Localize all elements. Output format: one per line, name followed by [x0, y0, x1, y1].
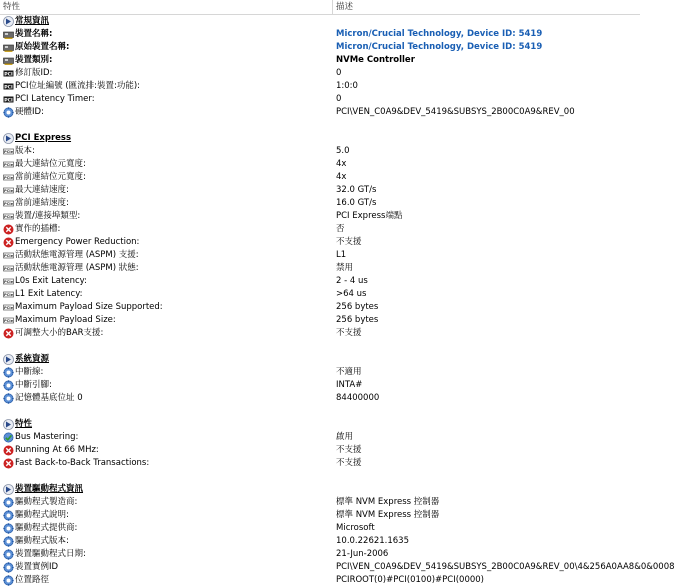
property-label: Emergency Power Reduction: [15, 237, 140, 247]
property-value: PCI\VEN_C0A9&DEV_5419&SUBSYS_2B00C0A9&REV_00 [336, 107, 575, 117]
column-header-value[interactable]: 描述 [332, 0, 641, 14]
pcie-icon [3, 159, 14, 170]
property-value: 標準 NVM Express 控制器 [336, 497, 440, 507]
property-label: 位置路徑 [15, 575, 50, 585]
property-row[interactable] [0, 392, 640, 405]
property-label: Bus Mastering: [15, 432, 79, 442]
card-icon [3, 42, 14, 53]
property-label: 活動狀態電源管理 (ASPM) 狀態: [15, 263, 139, 273]
property-row[interactable] [0, 106, 640, 119]
svg-text:PCIe: PCIe [3, 319, 14, 324]
pcie-icon [3, 172, 14, 183]
property-value: 啟用 [336, 432, 354, 442]
property-row[interactable] [0, 574, 640, 587]
property-label: Maximum Payload Size: [15, 315, 116, 325]
property-value: 0 [336, 94, 342, 104]
property-label: 版本: [15, 146, 35, 156]
property-label: 中斷線: [15, 367, 44, 377]
pcie-icon [3, 315, 14, 326]
property-label: PCI位址編號 (匯流排:裝置:功能): [15, 81, 140, 91]
property-value: 否 [336, 224, 345, 234]
svg-text:PCIe: PCIe [3, 267, 14, 272]
property-value: 不支援 [336, 237, 362, 247]
property-label: 裝置類別: [15, 55, 53, 65]
properties-list [0, 15, 675, 587]
section-title: 系統資源 [15, 354, 50, 364]
property-row[interactable] [0, 54, 640, 67]
property-label: 原始裝置名稱: [15, 42, 70, 52]
property-label: 裝置名稱: [15, 29, 53, 39]
property-label: 裝置/連接埠類型: [15, 211, 81, 221]
property-row[interactable] [0, 327, 640, 340]
section-title: PCI Express [15, 133, 72, 143]
property-row[interactable] [0, 210, 640, 223]
list-header [0, 0, 640, 15]
property-value: INTA# [336, 380, 363, 390]
property-row[interactable] [0, 275, 640, 288]
property-value: 5.0 [336, 146, 350, 156]
property-row[interactable] [0, 457, 640, 470]
svg-text:PCIe: PCIe [3, 150, 14, 155]
svg-text:PCIe: PCIe [3, 215, 14, 220]
svg-text:PCIe: PCIe [3, 163, 14, 168]
property-value: 不支援 [336, 445, 362, 455]
property-label: 驅動程式版本: [15, 536, 69, 546]
gear-icon [3, 497, 14, 508]
error-icon [3, 328, 14, 339]
card-icon [3, 29, 14, 40]
property-label: 最大連結速度: [15, 185, 69, 195]
pcie-icon [3, 146, 14, 157]
section-header[interactable] [0, 353, 640, 366]
property-value: L1 [336, 250, 347, 260]
svg-text:PCI: PCI [4, 85, 13, 91]
property-row[interactable] [0, 431, 640, 444]
gear-icon [3, 393, 14, 404]
property-row[interactable] [0, 444, 640, 457]
gear-icon [3, 107, 14, 118]
property-value: Micron/Crucial Technology, Device ID: 5419 [336, 29, 543, 39]
svg-text:PCIe: PCIe [3, 176, 14, 181]
section-header[interactable] [0, 418, 640, 431]
property-row[interactable] [0, 158, 640, 171]
svg-text:PCI: PCI [4, 98, 13, 104]
property-row[interactable] [0, 80, 640, 93]
property-value: 不支援 [336, 458, 362, 468]
property-value: 4x [336, 159, 347, 169]
property-value: 84400000 [336, 393, 380, 403]
pcie-icon [3, 276, 14, 287]
property-value: PCI\VEN_C0A9&DEV_5419&SUBSYS_2B00C0A9&REV_00\4&256A0AA8&0&0008 [336, 562, 675, 572]
gear-icon [3, 536, 14, 547]
property-row[interactable] [0, 366, 640, 379]
property-value: 32.0 GT/s [336, 185, 377, 195]
svg-text:PCIe: PCIe [3, 254, 14, 259]
property-row[interactable] [0, 223, 640, 236]
card-icon [3, 55, 14, 66]
pci-icon [3, 81, 14, 92]
pcie-icon [3, 185, 14, 196]
property-label: L0s Exit Latency: [15, 276, 87, 286]
gear-icon [3, 510, 14, 521]
property-row[interactable] [0, 535, 640, 548]
pcie-icon [3, 302, 14, 313]
svg-text:PCIe: PCIe [3, 306, 14, 311]
property-label: 裝置實例ID [15, 562, 59, 572]
property-row[interactable] [0, 314, 640, 327]
property-label: PCI Latency Timer: [15, 94, 95, 104]
arrow-icon [3, 484, 14, 495]
property-value: PCIROOT(0)#PCI(0100)#PCI(0000) [336, 575, 484, 585]
property-row[interactable] [0, 548, 640, 561]
property-label: 可調整大小的BAR支援: [15, 328, 104, 338]
property-row[interactable] [0, 561, 675, 574]
pcie-icon [3, 211, 14, 222]
property-value: 2 - 4 us [336, 276, 368, 286]
pcie-icon [3, 198, 14, 209]
property-row[interactable] [0, 93, 640, 106]
gear-icon [3, 523, 14, 534]
property-row[interactable] [0, 184, 640, 197]
property-value: 256 bytes [336, 315, 379, 325]
section-header[interactable] [0, 483, 640, 496]
arrow-icon [3, 133, 14, 144]
error-icon [3, 458, 14, 469]
property-value: NVMe Controller [336, 55, 415, 65]
gear-icon [3, 367, 14, 378]
property-row[interactable] [0, 28, 640, 41]
gear-icon [3, 549, 14, 560]
property-row[interactable] [0, 301, 640, 314]
spacer [0, 405, 640, 418]
section-header[interactable] [0, 15, 640, 28]
property-value: 標準 NVM Express 控制器 [336, 510, 440, 520]
property-row[interactable] [0, 67, 640, 80]
property-row[interactable] [0, 262, 640, 275]
gear-icon [3, 562, 14, 573]
property-row[interactable] [0, 197, 640, 210]
property-row[interactable] [0, 288, 640, 301]
column-header-field[interactable]: 特性 [3, 2, 21, 12]
property-label: 活動狀態電源管理 (ASPM) 支援: [15, 250, 139, 260]
property-row[interactable] [0, 145, 640, 158]
section-title: 常規資訊 [15, 16, 50, 26]
property-row[interactable] [0, 522, 640, 535]
property-label: 最大連結位元寬度: [15, 159, 86, 169]
property-row[interactable] [0, 236, 640, 249]
svg-text:PCIe: PCIe [3, 202, 14, 207]
gear-icon [3, 380, 14, 391]
property-value: 4x [336, 172, 347, 182]
svg-text:PCIe: PCIe [3, 293, 14, 298]
pcie-icon [3, 263, 14, 274]
property-value: Microsoft [336, 523, 375, 533]
property-value: 21-Jun-2006 [336, 549, 389, 559]
property-label: 當前連結速度: [15, 198, 69, 208]
gear-icon [3, 575, 14, 586]
property-row[interactable] [0, 171, 640, 184]
error-icon [3, 224, 14, 235]
property-value: Micron/Crucial Technology, Device ID: 5419 [336, 42, 543, 52]
spacer [0, 470, 640, 483]
property-value: >64 us [336, 289, 367, 299]
arrow-icon [3, 354, 14, 365]
property-value: 不支援 [336, 328, 362, 338]
property-row[interactable] [0, 379, 640, 392]
property-value: 16.0 GT/s [336, 198, 377, 208]
spacer [0, 119, 640, 132]
check-icon [3, 432, 14, 443]
property-label: Running At 66 MHz: [15, 445, 99, 455]
property-label: 驅動程式提供商: [15, 523, 78, 533]
property-value: 禁用 [336, 263, 354, 273]
property-label: L1 Exit Latency: [15, 289, 83, 299]
property-row[interactable] [0, 41, 640, 54]
arrow-icon [3, 16, 14, 27]
property-value: 10.0.22621.1635 [336, 536, 410, 546]
property-label: Maximum Payload Size Supported: [15, 302, 163, 312]
property-label: 中斷引腳: [15, 380, 52, 390]
section-title: 裝置驅動程式資訊 [15, 484, 84, 494]
property-row[interactable] [0, 249, 640, 262]
property-label: Fast Back-to-Back Transactions: [15, 458, 150, 468]
svg-text:PCIe: PCIe [3, 189, 14, 194]
section-header[interactable] [0, 132, 640, 145]
pci-icon [3, 68, 14, 79]
svg-text:PCIe: PCIe [3, 280, 14, 285]
svg-text:PCI: PCI [4, 72, 13, 78]
property-value: 不適用 [336, 367, 362, 377]
property-label: 硬體ID: [15, 107, 44, 117]
property-row[interactable] [0, 509, 640, 522]
pcie-icon [3, 250, 14, 261]
arrow-icon [3, 419, 14, 430]
error-icon [3, 237, 14, 248]
property-label: 當前連結位元寬度: [15, 172, 86, 182]
property-label: 實作的插槽: [15, 224, 61, 234]
pcie-icon [3, 289, 14, 300]
property-value: 256 bytes [336, 302, 379, 312]
property-row[interactable] [0, 496, 640, 509]
spacer [0, 340, 640, 353]
property-label: 記憶體基底位址 0 [15, 393, 83, 403]
property-label: 裝置驅動程式日期: [15, 549, 86, 559]
property-label: 驅動程式製造商: [15, 497, 78, 507]
error-icon [3, 445, 14, 456]
property-value: 1:0:0 [336, 81, 358, 91]
section-title: 特性 [15, 419, 33, 429]
property-label: 修訂版ID: [15, 68, 53, 78]
property-value: PCI Express端點 [336, 211, 403, 221]
property-label: 驅動程式說明: [15, 510, 69, 520]
pci-icon [3, 94, 14, 105]
property-value: 0 [336, 68, 342, 78]
